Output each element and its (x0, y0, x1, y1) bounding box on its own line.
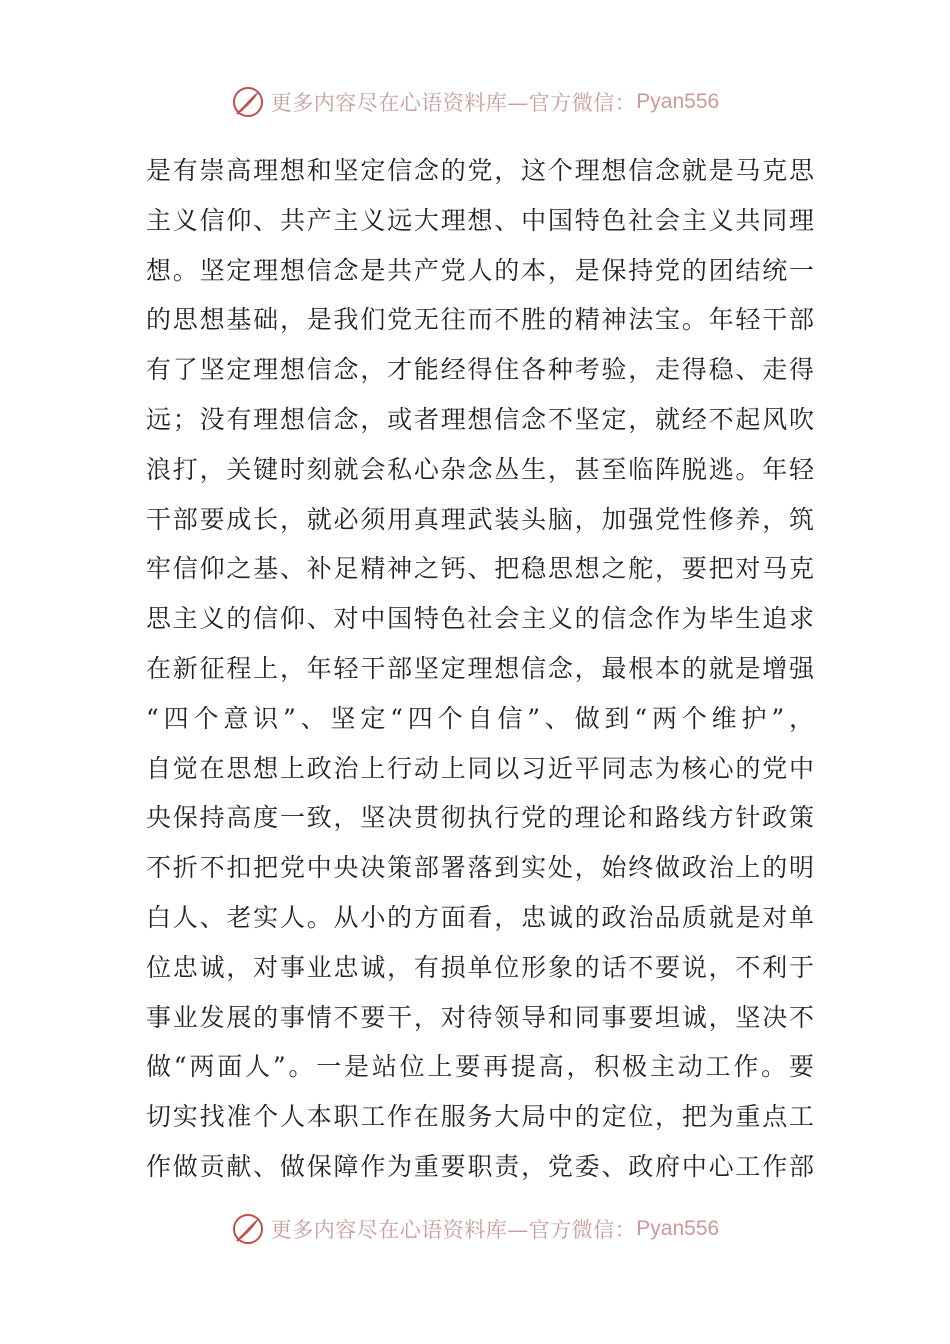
text-line: 想。坚定理想信念是共产党人的本，是保持党的团结统一 (146, 255, 814, 285)
footer-watermark (0, 1209, 950, 1249)
header-watermark (0, 82, 950, 122)
text-line: 浪打，关键时刻就会私心杂念丛生，甚至临阵脱逃。年轻 (146, 454, 814, 484)
watermark-text: 更多内容尽在心语资料库—官方微信： (270, 91, 637, 115)
quill-logo-icon (231, 1212, 265, 1246)
text-line: 切实找准个人本职工作在服务大局中的定位，把为重点工 (146, 1102, 814, 1132)
text-line: 自觉在思想上政治上行动上同以习近平同志为核心的党中 (146, 753, 814, 783)
watermark-wechat-id: Pyan556 (636, 1217, 720, 1240)
text-line: 做“两面人”。一是站位上要再提高，积极主动工作。要 (146, 1052, 814, 1082)
quill-logo-icon (231, 85, 265, 119)
text-line: 思主义的信仰、对中国特色社会主义的信念作为毕生追求 (146, 604, 814, 634)
text-line: 远；没有理想信念，或者理想信念不坚定，就经不起风吹 (146, 404, 814, 434)
text-line: 主义信仰、共产主义远大理想、中国特色社会主义共同理 (146, 205, 814, 235)
text-line: 有了坚定理想信念，才能经得住各种考验，走得稳、走得 (146, 355, 814, 385)
text-line: 是有崇高理想和坚定信念的党，这个理想信念就是马克思 (146, 156, 814, 185)
text-line: 位忠诚，对事业忠诚，有损单位形象的话不要说，不利于 (146, 952, 814, 982)
text-line: 干部要成长，就必须用真理武装头脑，加强党性修养，筑 (146, 504, 814, 534)
document-body (146, 146, 814, 1192)
text-line: 牢信仰之基、补足精神之钙、把稳思想之舵，要把对马克 (146, 554, 814, 584)
text-line: 央保持高度一致，坚决贯彻执行党的理论和路线方针政策 (146, 803, 814, 833)
text-line: 事业发展的事情不要干，对待领导和同事要坦诚，坚决不 (146, 1002, 814, 1032)
text-line: 在新征程上，年轻干部坚定理想信念，最根本的就是增强 (146, 653, 814, 683)
text-line: 不折不扣把党中央决策部署落到实处，始终做政治上的明 (146, 853, 814, 883)
text-line: 作做贡献、做保障作为重要职责，党委、政府中心工作部 (146, 1151, 814, 1181)
text-line: “四个意识”、坚定“四个自信”、做到“两个维护”， (146, 703, 814, 733)
text-line: 白人、老实人。从小的方面看，忠诚的政治品质就是对单 (146, 902, 814, 932)
text-line: 的思想基础，是我们党无往而不胜的精神法宝。年轻干部 (146, 305, 814, 335)
watermark-text: 更多内容尽在心语资料库—官方微信： (270, 1218, 637, 1242)
watermark-wechat-id: Pyan556 (636, 90, 720, 113)
